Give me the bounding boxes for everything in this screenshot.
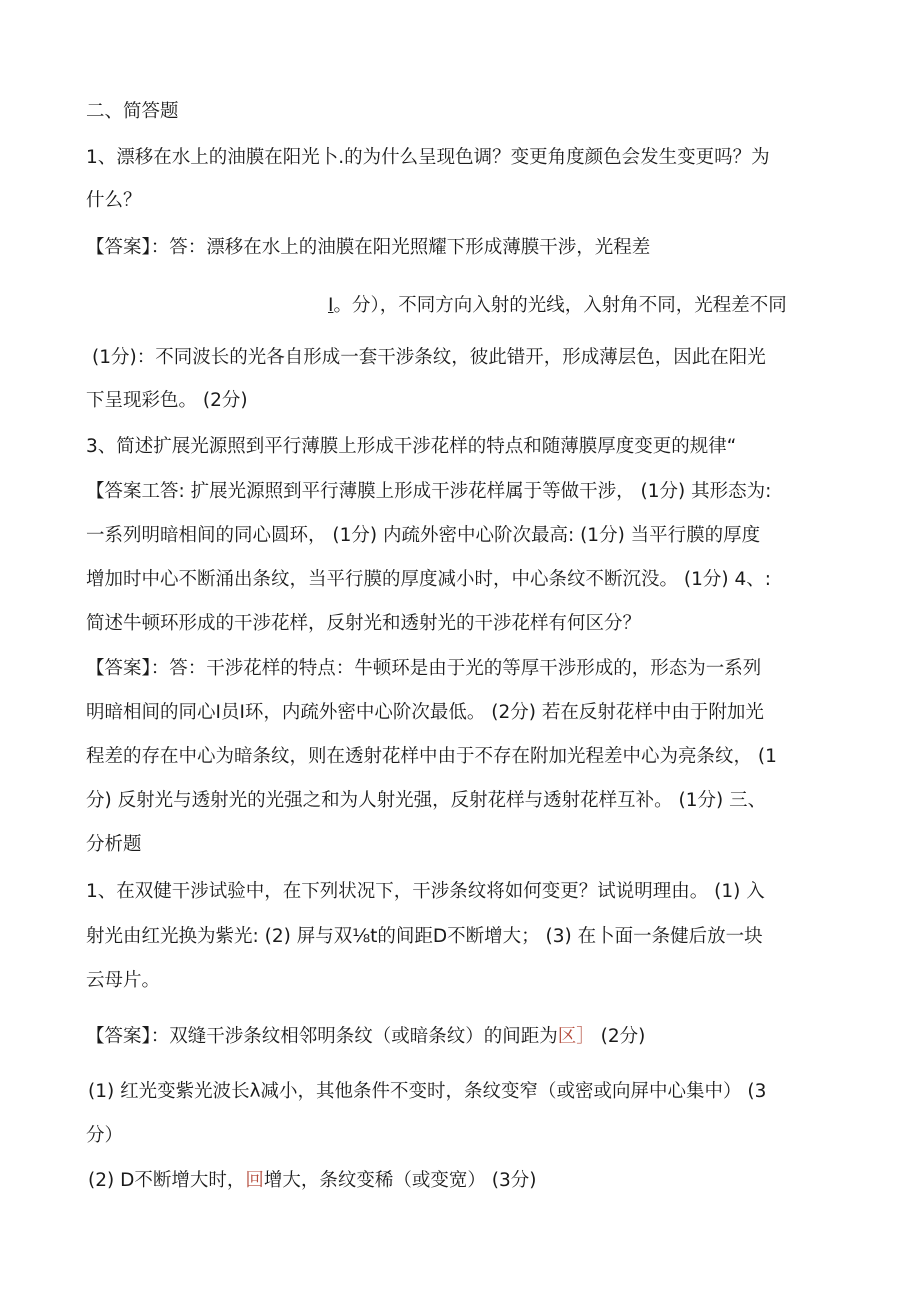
answer-1-line-3: (1分)：不同波长的光各自形成一套干涉条纹，彼此错开，形成薄层色，因此在阳光 [92,347,766,368]
question-3: 3、简述扩展光源照到平行薄膜上形成干涉花样的特点和随薄膜厚度变更的规律“ [86,436,737,457]
answer-1-line-2: I。分），不同方向入射的光线，入射角不同，光程差不同 [328,295,787,316]
question-1-line-2: 什么？ [86,190,142,211]
answer-3-line-3: 增加时中心不断涌出条纹，当平行膜的厚度减小时，中心条纹不断沉没。 (1分) 4、: [86,569,771,590]
underlined-glyph: I [328,295,334,316]
analysis-question-1-line-3: 云母片。 [86,970,161,991]
analysis-question-1-line-1: 1、在双健干涉试验中，在下列状况下，干涉条纹将如何变更？试说明理由。 (1) 入 [86,881,765,902]
analysis-answer-line-1: 【答案】：双缝干涉条纹相邻明条纹（或暗条纹）的间距为区］ (2分) [86,1026,646,1047]
analysis-answer-line-2: (1) 红光变紫光波长λ减小，其他条件不变时，条纹变窄（或密或向屏中心集中） (3 [88,1081,767,1102]
answer-3-line-2: 一系列明暗相间的同心圆环， (1分) 内疏外密中心阶次最高: (1分) 当平行膜的厚度 [86,525,761,546]
answer-4-line-4: 分) 反射光与透射光的光强之和为人射光强，反射花样与透射花样互补。 (1分) 三、 [86,790,767,811]
answer-1-line-4: 下呈现彩色。 (2分) [86,390,248,411]
section-heading-analysis: 分析题 [86,834,142,855]
answer-4-line-3: 程差的存在中心为暗条纹，则在透射花样中由于不存在附加光程差中心为亮条纹， (1 [86,746,777,767]
fringe-spacing-formula-glyph: 区］ [557,1026,595,1047]
section-heading-short-answer: 二、简答题 [86,101,179,122]
answer-1-line-1: 【答案】：答：漂移在水上的油膜在阳光照耀下形成薄膜干涉，光程差 [86,237,651,258]
analysis-answer-line-4: (2) D不断增大时，回增大，条纹变稀（或变宽） (3分) [88,1170,537,1191]
question-4: 简述牛顿环形成的干涉花样，反射光和透射光的干涉花样有何区分？ [86,613,642,634]
analysis-question-1-line-2: 射光由红光换为紫光: (2) 屏与双⅛t的间距D不断增大； (3) 在卜面一条健后放一块 [86,926,763,947]
answer-4-line-2: 明暗相间的同心I员I环，内疏外密中心阶次最低。 (2分) 若在反射花样中由于附加光 [86,702,764,723]
question-1-line-1: 1、漂移在水上的油膜在阳光卜.的为什么呈现色调？变更角度颜色会发生变更吗？为 [86,147,770,168]
fringe-spacing-symbol-glyph: 回 [245,1170,264,1191]
answer-3-line-1: 【答案工答: 扩展光源照到平行薄膜上形成干涉花样属于等做干涉， (1分) 其形态为: [86,481,772,502]
answer-4-line-1: 【答案】：答：干涉花样的特点：牛顿环是由于光的等厚干涉形成的，形态为一系列 [86,658,762,679]
analysis-answer-line-3: 分） [86,1125,124,1146]
